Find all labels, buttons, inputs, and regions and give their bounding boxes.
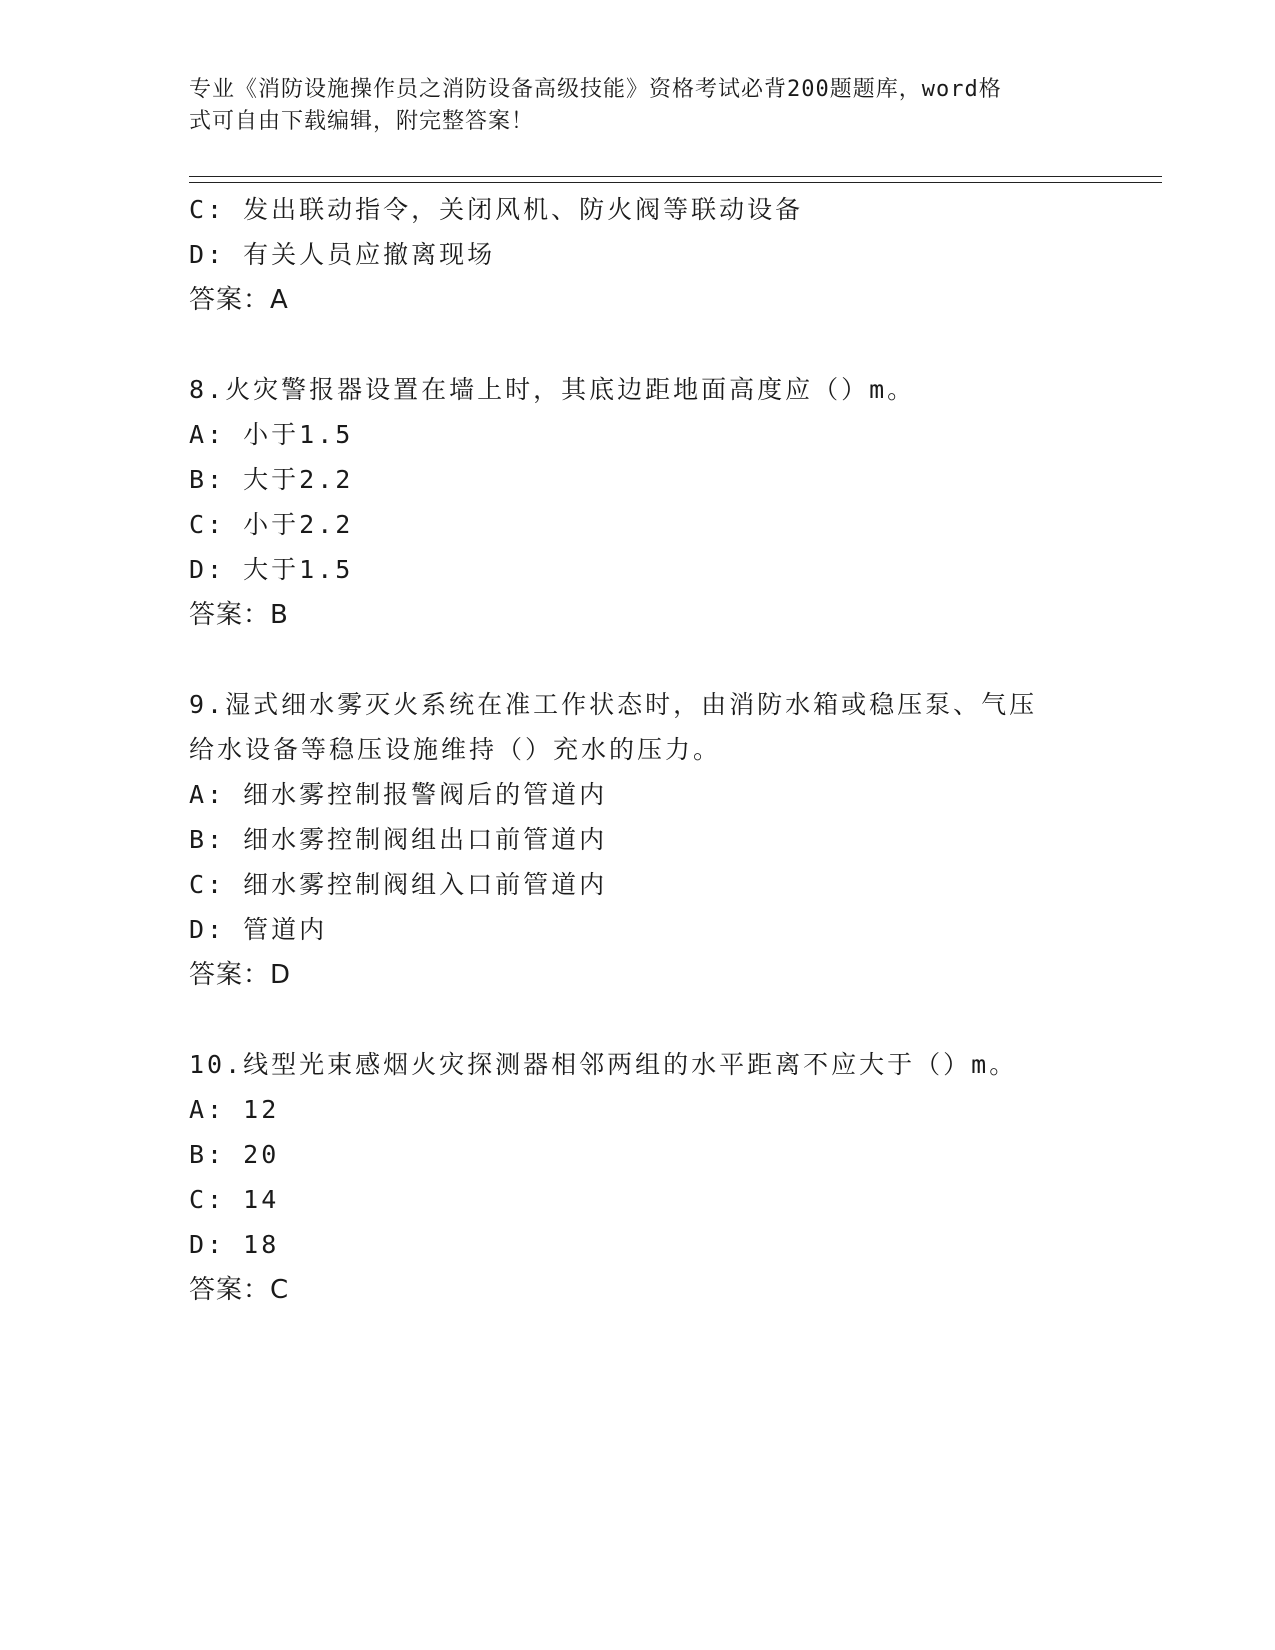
q7-option-d: D: 有关人员应撤离现场 [189, 240, 496, 269]
q10-option-d: D: 18 [189, 1230, 280, 1259]
q8-option-a: A: 小于1.5 [189, 420, 354, 449]
q7-option-c: C: 发出联动指令，关闭风机、防火阀等联动设备 [189, 195, 804, 224]
q8-option-c: C: 小于2.2 [189, 510, 354, 539]
header-line-1: 专业《消防设施操作员之消防设备高级技能》资格考试必背200题题库，word格 [189, 77, 1002, 102]
q7-answer: 答案：A [189, 285, 289, 315]
q10-answer: 答案：C [189, 1275, 290, 1305]
q9-option-c: C: 细水雾控制阀组入口前管道内 [189, 870, 608, 899]
q9-option-b: B: 细水雾控制阀组出口前管道内 [189, 825, 608, 854]
q8-option-b: B: 大于2.2 [189, 465, 354, 494]
q9-option-a: A: 细水雾控制报警阀后的管道内 [189, 780, 608, 809]
document-header [189, 74, 1089, 138]
header-divider-top [189, 176, 1162, 177]
q9-stem-line-1: 9.湿式细水雾灭火系统在准工作状态时，由消防水箱或稳压泵、气压 [189, 690, 1038, 719]
q10-option-c: C: 14 [189, 1185, 280, 1214]
q10-stem: 10.线型光束感烟火灾探测器相邻两组的水平距离不应大于（）m。 [189, 1050, 1018, 1079]
q10-option-a: A: 12 [189, 1095, 280, 1124]
q8-option-d: D: 大于1.5 [189, 555, 354, 584]
q10-option-b: B: 20 [189, 1140, 280, 1169]
q8-answer: 答案：B [189, 600, 289, 630]
q8-stem: 8.火灾警报器设置在墙上时，其底边距地面高度应（）m。 [189, 375, 916, 404]
q9-answer: 答案：D [189, 960, 292, 990]
header-line-2: 式可自由下载编辑，附完整答案！ [189, 109, 535, 134]
q9-stem-line-2: 给水设备等稳压设施维持（）充水的压力。 [189, 735, 722, 764]
header-divider-bottom [189, 182, 1162, 183]
q9-option-d: D: 管道内 [189, 915, 328, 944]
